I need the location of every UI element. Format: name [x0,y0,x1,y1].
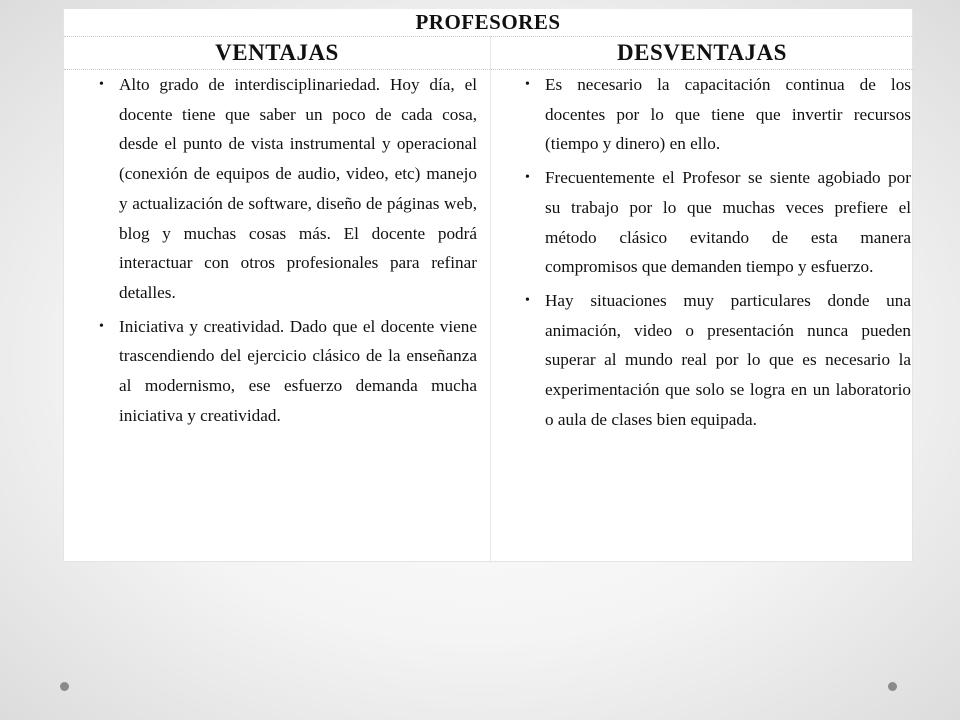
column-divider [490,36,491,562]
ventajas-list [97,70,477,434]
desventaja-text: Hay situaciones muy particulares donde una animación, video o presentación nunca pueden superar al mundo real por lo que es necesario la experimentación que solo se logra en un laboratorio o aula de clases bien equipada. [545,290,911,429]
desventaja-text: Es necesario la capacitación continua de los docentes por lo que tiene que invertir recursos (tiempo y dinero) en ello. [545,75,911,154]
bullet-icon: • [99,318,104,334]
desventaja-text: Frecuentemente el Profesor se siente agobiado por su trabajo por lo que muchas veces prefiere el método clásico evitando de esta manera compromisos que demanden tiempo y esfuerzo. [545,168,911,277]
bullet-icon: • [99,77,104,92]
list-item [523,70,911,159]
list-item [523,163,911,282]
column-header-ventajas: VENTAJAS [64,36,490,70]
list-item [97,312,477,431]
right-dot-icon [888,682,897,691]
bullet-icon: • [525,292,530,308]
comparison-table [63,9,913,562]
list-item [523,286,911,435]
bullet-icon: • [525,170,530,186]
desventajas-list [523,70,911,438]
table-title: PROFESORES [64,9,912,37]
ventaja-text: Iniciativa y creatividad. Dado que el docente viene trascendiendo del ejercicio clásico de la enseñanza al modernismo, ese esfuerzo demanda mucha iniciativa y creatividad. [119,316,477,425]
column-header-desventajas: DESVENTAJAS [490,36,914,70]
bullet-icon: • [525,77,530,92]
ventaja-text: Alto grado de interdisciplinariedad. Hoy día, el docente tiene que saber un poco de cada cosa, desde el punto de vista instrumental y operacional (conexión de equipos de audio, video, etc) manejo y actualización de software, diseño de páginas web, blog y muchas cosas más. El docente podrá interactuar con otros profesionales para refinar detalles. [119,75,477,302]
list-item [97,70,477,308]
left-dot-icon [60,682,69,691]
